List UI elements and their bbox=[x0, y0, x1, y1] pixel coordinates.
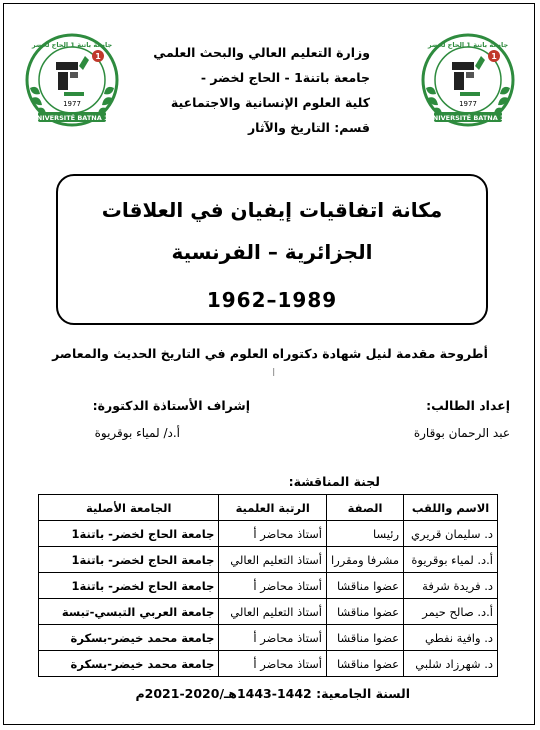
member-role: عضوا مناقشا bbox=[327, 625, 404, 651]
department-name: قسم: التاريخ والآثار bbox=[247, 120, 370, 135]
ministry-name: وزارة التعليم العالي والبحث العلمي bbox=[153, 45, 370, 60]
thesis-title-line-1: مكانة اتفاقيات إيفيان في العلاقات bbox=[101, 198, 443, 222]
member-name: أ.د. صالح حيمر bbox=[404, 599, 498, 625]
text-cursor-icon: I bbox=[272, 366, 276, 379]
member-role: عضوا مناقشا bbox=[327, 599, 404, 625]
member-university: جامعة الحاج لخضر- باتنة1 bbox=[39, 573, 219, 599]
header-university: الجامعة الأصلية bbox=[39, 495, 219, 521]
header-role: الصفة bbox=[327, 495, 404, 521]
thesis-title-line-2: الجزائرية – الفرنسية bbox=[171, 240, 373, 264]
member-university: جامعة محمد خيضر-بسكرة bbox=[39, 651, 219, 677]
academic-year: السنة الجامعية: 1442-1443هـ/2020-2021م bbox=[135, 686, 410, 701]
table-row bbox=[39, 521, 498, 547]
member-role: رئيسا bbox=[327, 521, 404, 547]
thesis-title-box bbox=[56, 174, 488, 325]
table-row bbox=[39, 625, 498, 651]
table-row bbox=[39, 651, 498, 677]
logo-right-badge: 1 bbox=[491, 52, 497, 61]
supervisor-name: أ.د/ لمياء بوقريوة bbox=[94, 426, 180, 440]
logo-left-top-text: جامعة باتنة 1 الحاج لخضر bbox=[31, 41, 113, 49]
university-name: جامعة باتنة1 - الحاج لخضر - bbox=[200, 70, 370, 85]
member-rank: أستاذ التعليم العالي bbox=[219, 599, 327, 625]
member-university: جامعة الحاج لخضر- باتنة1 bbox=[39, 547, 219, 573]
table-row bbox=[39, 573, 498, 599]
member-university: جامعة العربي التبسي-تبسة bbox=[39, 599, 219, 625]
table-row bbox=[39, 547, 498, 573]
logo-left-bottom-text: UNIVERSITÉ BATNA 1 bbox=[31, 114, 109, 122]
university-logo-right bbox=[420, 32, 516, 128]
logo-right-bottom-text: UNIVERSITÉ BATNA 1 bbox=[427, 114, 505, 122]
student-name: عبد الرحمان بوقارة bbox=[413, 426, 510, 440]
member-name: د. شهرزاد شلبي bbox=[404, 651, 498, 677]
thesis-title-years: 1962–1989 bbox=[206, 288, 338, 312]
faculty-name: كلية العلوم الإنسانية والاجتماعية bbox=[170, 95, 370, 110]
member-university: جامعة محمد خيضر-بسكرة bbox=[39, 625, 219, 651]
committee-label: لجنة المناقشة: bbox=[288, 474, 380, 489]
header-name: الاسم واللقب bbox=[404, 495, 498, 521]
member-university: جامعة الحاج لخضر- باتنة1 bbox=[39, 521, 219, 547]
header-rank: الرتبة العلمية bbox=[219, 495, 327, 521]
member-rank: أستاذ التعليم العالي bbox=[219, 547, 327, 573]
table-row bbox=[39, 599, 498, 625]
logo-right-top-text: جامعة باتنة 1 الحاج لخضر bbox=[427, 41, 509, 49]
member-name: د. سليمان قريري bbox=[404, 521, 498, 547]
university-logo-left bbox=[24, 32, 120, 128]
member-name: د. فريدة شرفة bbox=[404, 573, 498, 599]
member-role: عضوا مناقشا bbox=[327, 651, 404, 677]
member-name: أ.د. لمياء بوقريوة bbox=[404, 547, 498, 573]
committee-header-row bbox=[39, 495, 498, 521]
logo-right-year: 1977 bbox=[459, 100, 477, 108]
institution-header bbox=[153, 40, 370, 140]
member-rank: أستاذ محاضر أ bbox=[219, 573, 327, 599]
member-rank: أستاذ محاضر أ bbox=[219, 521, 327, 547]
prepared-by-label: إعداد الطالب: bbox=[426, 398, 510, 413]
logo-left-year: 1977 bbox=[63, 100, 81, 108]
member-rank: أستاذ محاضر أ bbox=[219, 625, 327, 651]
supervisor-label: إشراف الأستاذة الدكتورة: bbox=[92, 398, 250, 413]
member-role: عضوا مناقشا bbox=[327, 573, 404, 599]
committee-table bbox=[38, 494, 498, 677]
member-rank: أستاذ محاضر أ bbox=[219, 651, 327, 677]
thesis-subtitle: أطروحة مقدمة لنيل شهادة دكتوراه العلوم في التاريخ الحديث والمعاصر bbox=[52, 346, 488, 361]
logo-left-badge: 1 bbox=[95, 52, 101, 61]
member-role: مشرفا ومقررا bbox=[327, 547, 404, 573]
member-name: د. وافية نفطي bbox=[404, 625, 498, 651]
